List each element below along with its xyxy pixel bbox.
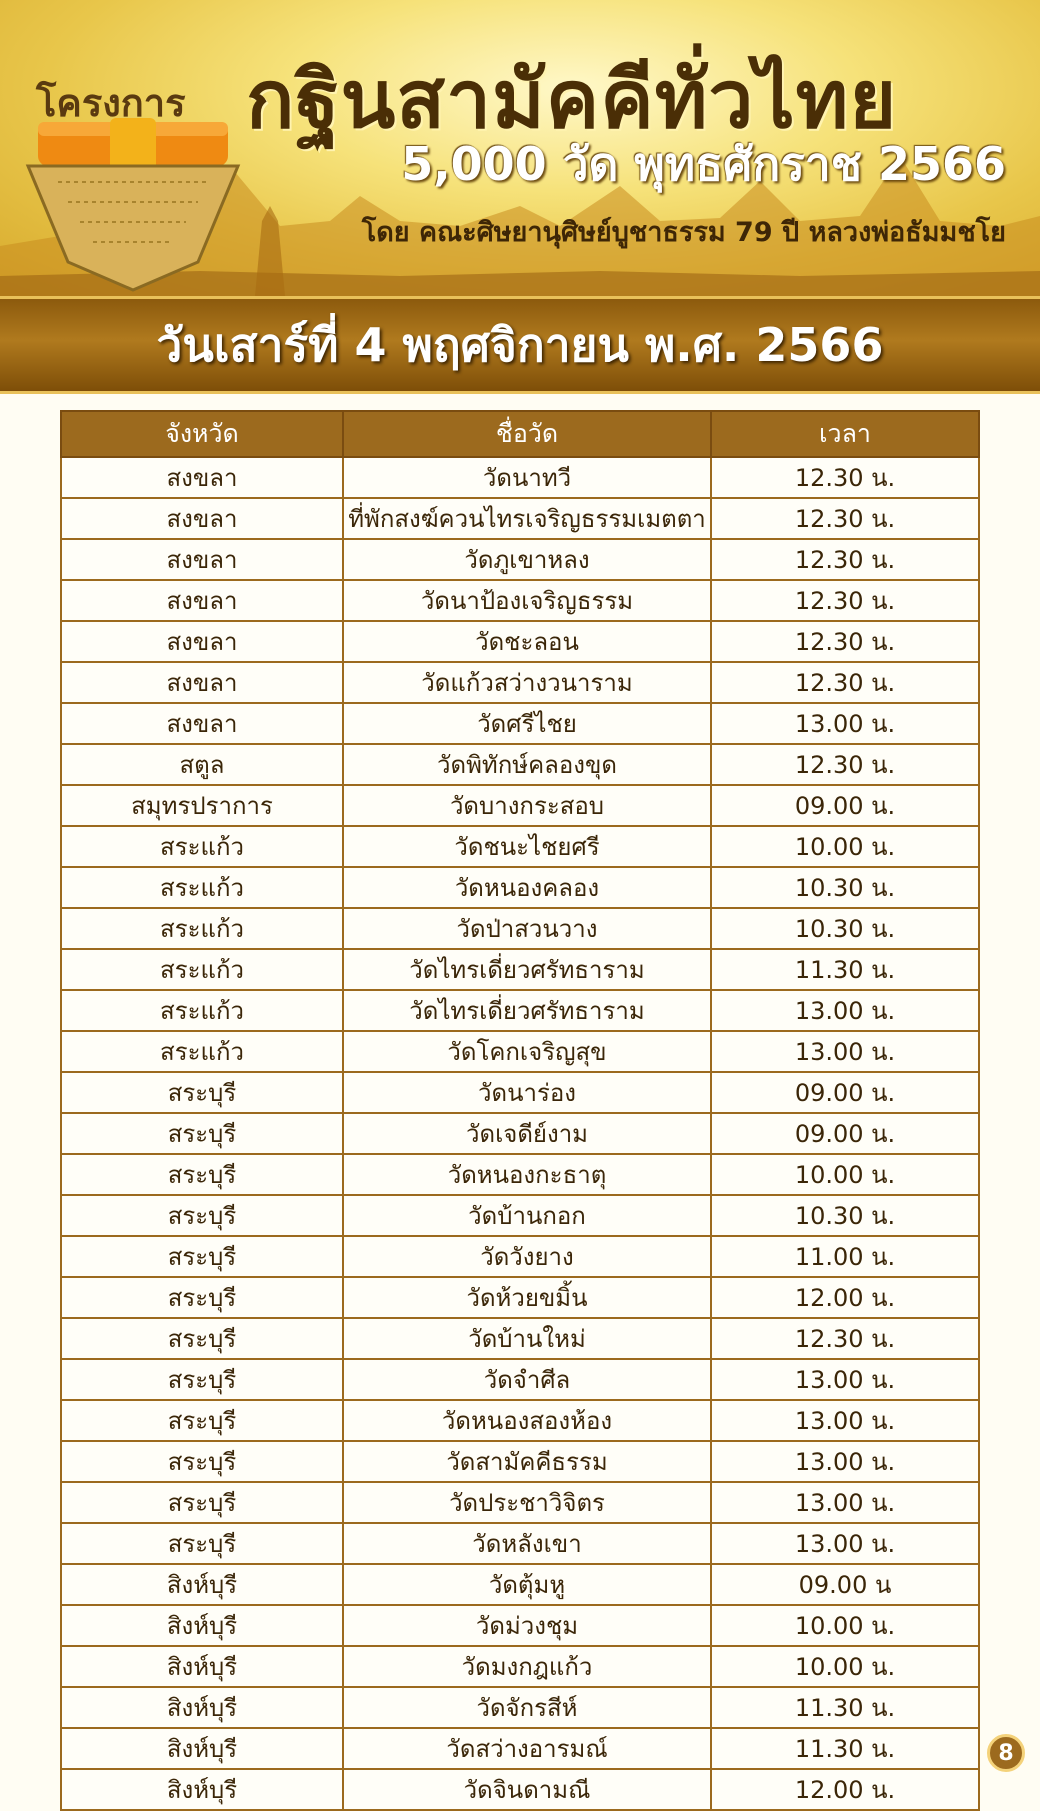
cell-province: สงขลา — [61, 703, 343, 744]
cell-province: สระบุรี — [61, 1072, 343, 1113]
event-date: วันเสาร์ที่ 4 พฤศจิกายน พ.ศ. 2566 — [156, 317, 884, 372]
cell-time: 10.30 น. — [711, 867, 979, 908]
cell-temple-name: วัดหนองกะธาตุ — [343, 1154, 711, 1195]
cell-time: 13.00 น. — [711, 1400, 979, 1441]
date-band — [0, 296, 1040, 394]
cell-temple-name: ที่พักสงฆ์ควนไทรเจริญธรรมเมตตา — [343, 498, 711, 539]
cell-province: สระบุรี — [61, 1318, 343, 1359]
cell-province: สิงห์บุรี — [61, 1605, 343, 1646]
cell-temple-name: วัดเจดีย์งาม — [343, 1113, 711, 1154]
cell-time: 10.00 น. — [711, 1646, 979, 1687]
cell-time: 10.30 น. — [711, 908, 979, 949]
cell-time: 11.30 น. — [711, 1728, 979, 1769]
cell-time: 12.30 น. — [711, 662, 979, 703]
cell-temple-name: วัดจักรสีห์ — [343, 1687, 711, 1728]
cell-temple-name: วัดไทรเดี่ยวศรัทธาราม — [343, 949, 711, 990]
cell-temple-name: วัดแก้วสว่างวนาราม — [343, 662, 711, 703]
cell-province: สิงห์บุรี — [61, 1728, 343, 1769]
cell-time: 12.30 น. — [711, 457, 979, 498]
cell-province: สระบุรี — [61, 1236, 343, 1277]
organizer-line: โดย คณะศิษยานุศิษย์บูชาธรรม 79 ปี หลวงพ่อธัมมชโย — [361, 217, 1006, 248]
table-row — [61, 785, 979, 826]
cell-temple-name: วัดป่าสวนวาง — [343, 908, 711, 949]
table-row — [61, 1482, 979, 1523]
table-row — [61, 662, 979, 703]
cell-province: สงขลา — [61, 621, 343, 662]
cell-time: 09.00 น. — [711, 1113, 979, 1154]
table-row — [61, 826, 979, 867]
table-row — [61, 949, 979, 990]
table-row — [61, 1113, 979, 1154]
table-row — [61, 1523, 979, 1564]
cell-province: สิงห์บุรี — [61, 1564, 343, 1605]
cell-temple-name: วัดนาป้องเจริญธรรม — [343, 580, 711, 621]
cell-time: 12.30 น. — [711, 580, 979, 621]
cell-province: สตูล — [61, 744, 343, 785]
cell-time: 09.00 น — [711, 1564, 979, 1605]
table-row — [61, 1072, 979, 1113]
cell-temple-name: วัดวังยาง — [343, 1236, 711, 1277]
cell-province: สระแก้ว — [61, 990, 343, 1031]
cell-temple-name: วัดบ้านกอก — [343, 1195, 711, 1236]
table-row — [61, 580, 979, 621]
cell-province: สระบุรี — [61, 1277, 343, 1318]
table-row — [61, 990, 979, 1031]
cell-province: สงขลา — [61, 580, 343, 621]
project-subtitle: 5,000 วัด พุทธศักราช 2566 — [401, 137, 1006, 191]
cell-time: 11.00 น. — [711, 1236, 979, 1277]
cell-temple-name: วัดจินดามณี — [343, 1769, 711, 1810]
cell-temple-name: วัดประชาวิจิตร — [343, 1482, 711, 1523]
table-row — [61, 1564, 979, 1605]
cell-province: สระบุรี — [61, 1195, 343, 1236]
cell-time: 12.30 น. — [711, 498, 979, 539]
cell-time: 11.30 น. — [711, 1687, 979, 1728]
cell-time: 10.30 น. — [711, 1195, 979, 1236]
cell-province: สระบุรี — [61, 1523, 343, 1564]
robe-offering-icon — [18, 112, 248, 292]
table-row — [61, 1359, 979, 1400]
cell-temple-name: วัดนาทวี — [343, 457, 711, 498]
cell-time: 13.00 น. — [711, 1482, 979, 1523]
cell-temple-name: วัดสามัคคีธรรม — [343, 1441, 711, 1482]
table-row — [61, 1154, 979, 1195]
cell-province: สระบุรี — [61, 1154, 343, 1195]
table-row — [61, 1031, 979, 1072]
table-body — [61, 457, 979, 1810]
cell-province: สิงห์บุรี — [61, 1646, 343, 1687]
cell-province: สงขลา — [61, 662, 343, 703]
cell-province: สงขลา — [61, 457, 343, 498]
cell-time: 13.00 น. — [711, 1523, 979, 1564]
cell-time: 09.00 น. — [711, 785, 979, 826]
column-header-province: จังหวัด — [61, 411, 343, 457]
cell-province: สงขลา — [61, 498, 343, 539]
schedule-table — [60, 410, 980, 1811]
cell-time: 12.30 น. — [711, 744, 979, 785]
cell-time: 09.00 น. — [711, 1072, 979, 1113]
cell-temple-name: วัดจำศีล — [343, 1359, 711, 1400]
cell-temple-name: วัดม่วงชุม — [343, 1605, 711, 1646]
table-row — [61, 1769, 979, 1810]
cell-province: สิงห์บุรี — [61, 1769, 343, 1810]
cell-temple-name: วัดตุ้มหู — [343, 1564, 711, 1605]
cell-province: สระแก้ว — [61, 867, 343, 908]
table-row — [61, 457, 979, 498]
cell-temple-name: วัดหลังเขา — [343, 1523, 711, 1564]
cell-temple-name: วัดหนองสองห้อง — [343, 1400, 711, 1441]
cell-time: 12.30 น. — [711, 621, 979, 662]
column-header-time: เวลา — [711, 411, 979, 457]
cell-province: สระบุรี — [61, 1400, 343, 1441]
cell-time: 13.00 น. — [711, 1031, 979, 1072]
table-row — [61, 1236, 979, 1277]
table-row — [61, 1605, 979, 1646]
cell-temple-name: วัดไทรเดี่ยวศรัทธาราม — [343, 990, 711, 1031]
cell-province: สงขลา — [61, 539, 343, 580]
cell-time: 12.30 น. — [711, 539, 979, 580]
cell-province: สระบุรี — [61, 1482, 343, 1523]
cell-time: 10.00 น. — [711, 1154, 979, 1195]
cell-time: 12.30 น. — [711, 1318, 979, 1359]
cell-time: 13.00 น. — [711, 1359, 979, 1400]
table-row — [61, 1646, 979, 1687]
cell-temple-name: วัดพิทักษ์คลองขุด — [343, 744, 711, 785]
table-row — [61, 1687, 979, 1728]
schedule-table-container — [60, 410, 978, 1811]
cell-time: 12.00 น. — [711, 1769, 979, 1810]
cell-province: สระบุรี — [61, 1113, 343, 1154]
cell-time: 12.00 น. — [711, 1277, 979, 1318]
column-header-temple: ชื่อวัด — [343, 411, 711, 457]
cell-province: สระบุรี — [61, 1359, 343, 1400]
cell-province: สระแก้ว — [61, 908, 343, 949]
cell-temple-name: วัดบางกระสอบ — [343, 785, 711, 826]
header-banner — [0, 0, 1040, 296]
cell-temple-name: วัดบ้านใหม่ — [343, 1318, 711, 1359]
cell-time: 13.00 น. — [711, 990, 979, 1031]
table-row — [61, 703, 979, 744]
cell-time: 13.00 น. — [711, 1441, 979, 1482]
cell-province: สระแก้ว — [61, 826, 343, 867]
table-row — [61, 1277, 979, 1318]
table-row — [61, 1400, 979, 1441]
cell-temple-name: วัดชนะไชยศรี — [343, 826, 711, 867]
table-row — [61, 1318, 979, 1359]
cell-time: 10.00 น. — [711, 826, 979, 867]
table-row — [61, 621, 979, 662]
cell-province: สมุทรปราการ — [61, 785, 343, 826]
cell-temple-name: วัดมงกฎแก้ว — [343, 1646, 711, 1687]
table-row — [61, 539, 979, 580]
cell-province: สระบุรี — [61, 1441, 343, 1482]
cell-temple-name: วัดชะลอน — [343, 621, 711, 662]
project-prefix: โครงการ — [36, 81, 186, 125]
table-row — [61, 1195, 979, 1236]
cell-temple-name: วัดโคกเจริญสุข — [343, 1031, 711, 1072]
cell-province: สระแก้ว — [61, 949, 343, 990]
cell-temple-name: วัดภูเขาหลง — [343, 539, 711, 580]
table-row — [61, 498, 979, 539]
table-row — [61, 744, 979, 785]
table-row — [61, 1728, 979, 1769]
cell-temple-name: วัดหนองคลอง — [343, 867, 711, 908]
cell-time: 13.00 น. — [711, 703, 979, 744]
cell-temple-name: วัดสว่างอารมณ์ — [343, 1728, 711, 1769]
cell-province: สิงห์บุรี — [61, 1687, 343, 1728]
table-row — [61, 867, 979, 908]
cell-province: สระแก้ว — [61, 1031, 343, 1072]
cell-time: 10.00 น. — [711, 1605, 979, 1646]
page-number-badge: 8 — [987, 1734, 1025, 1772]
cell-temple-name: วัดห้วยขมิ้น — [343, 1277, 711, 1318]
table-row — [61, 1441, 979, 1482]
table-header-row — [61, 411, 979, 457]
project-title: กฐินสามัคคีทั่วไทย — [246, 53, 898, 146]
table-row — [61, 908, 979, 949]
cell-temple-name: วัดศรีไชย — [343, 703, 711, 744]
cell-time: 11.30 น. — [711, 949, 979, 990]
cell-temple-name: วัดนาร่อง — [343, 1072, 711, 1113]
